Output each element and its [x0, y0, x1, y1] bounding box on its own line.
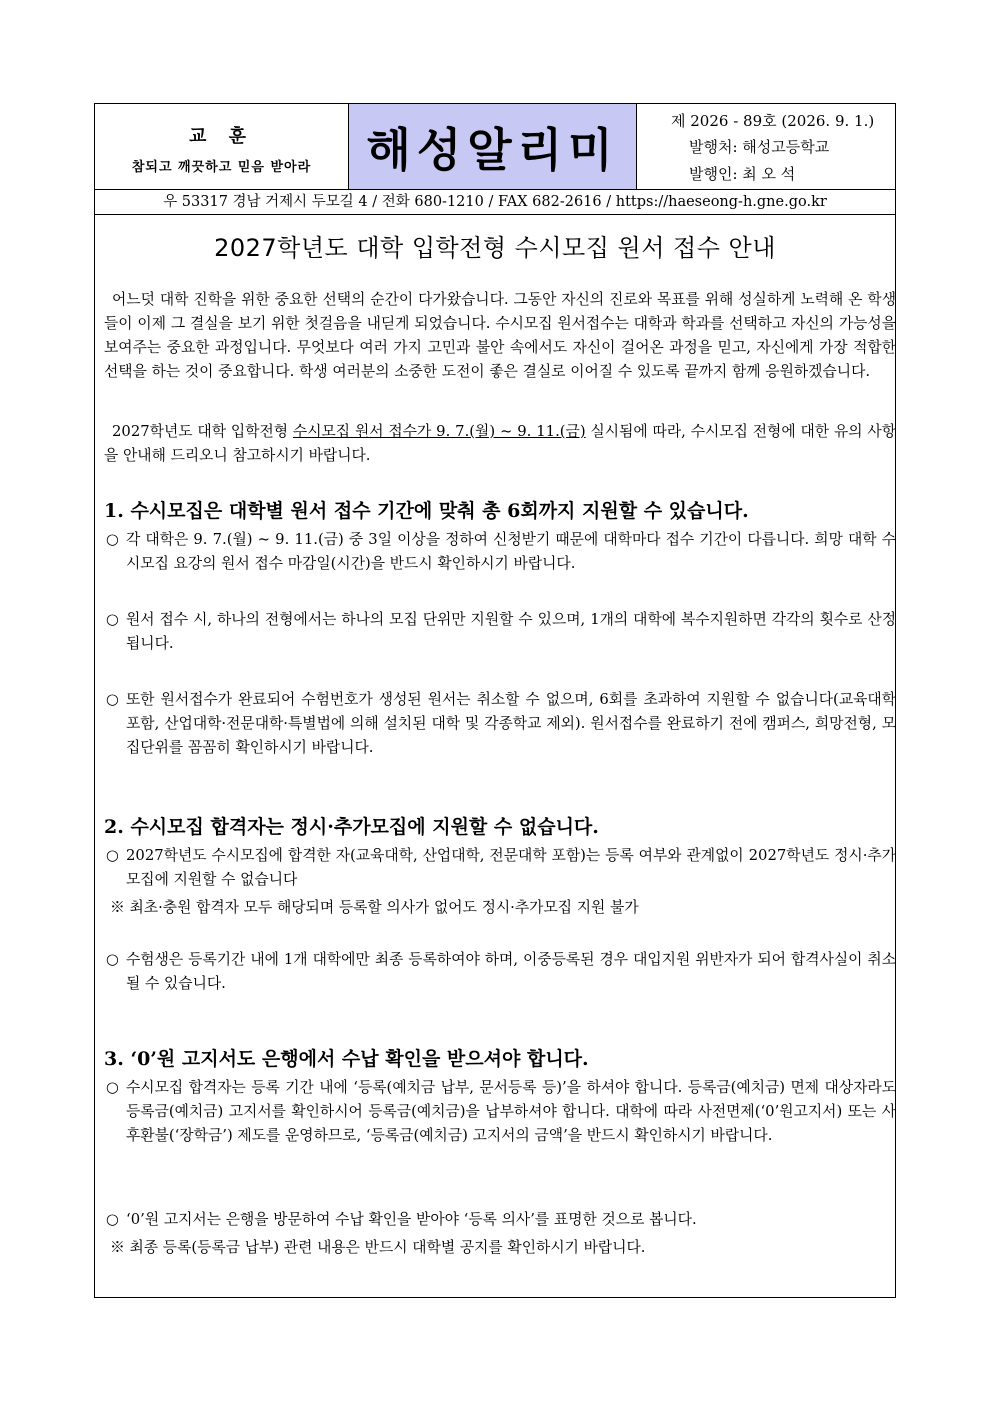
- bullet-mark: ○: [106, 1211, 119, 1228]
- section-2-bullet-2: [104, 948, 896, 996]
- issue-number: 제 2026 - 89호 (2026. 9. 1.): [671, 112, 875, 130]
- section-3-heading: 3. ‘0’원 고지서도 은행에서 수납 확인을 받으셔야 합니다.: [104, 1048, 589, 1070]
- section-2-bullet-1: [104, 844, 896, 892]
- intro-paragraph: 어느덧 대학 진학을 위한 중요한 선택의 순간이 다가왔습니다. 그동안 자신의 진로와 목표를 위해 성실하게 노력해 온 학생들이 이제 그 결실을 보기 위한 첫걸음을 내딛게 되었습니다. 수시모집 원서접수는 대학과 학과를 선택하고 자신의 가능성을 보여주는 중요한 과정입니다. 무엇보다 여러 가지 고민과 불안 속에서도 자신이 걸어온 과정을 믿고, 자신에게 가장 적합한 선택을 하는 것이 중요합니다. 학생 여러분의 소중한 도전이 좋은 결실로 이어질 수 있도록 끝까지 함께 응원하겠습니다.: [104, 291, 896, 380]
- bullet-mark: ○: [106, 1079, 119, 1096]
- bullet-text: 원서 접수 시, 하나의 전형에서는 하나의 모집 단위만 지원할 수 있으며, 1개의 대학에 복수지원하면 각각의 횟수로 산정됩니다.: [126, 611, 896, 652]
- section-1-bullet-2: [104, 608, 896, 656]
- bullet-text: 수험생은 등록기간 내에 1개 대학에만 최종 등록하여야 하며, 이중등록된 경우 대입지원 위반자가 되어 합격사실이 취소될 수 있습니다.: [126, 951, 896, 992]
- bullet-text: 또한 원서접수가 완료되어 수험번호가 생성된 원서는 취소할 수 없으며, 6회를 초과하여 지원할 수 없습니다(교육대학 포함, 산업대학·전문대학·특별법에 의해 설치된 대학 및 각종학교 제외). 원서접수를 완료하기 전에 캠퍼스, 희망전형, 모집단위를 꼼꼼히 확인하시기 바랍니다.: [126, 691, 896, 756]
- page-title: 2027학년도 대학 입학전형 수시모집 원서 접수 안내: [214, 234, 776, 262]
- motto-title: 교 훈: [188, 126, 255, 147]
- bullet-mark: ○: [106, 691, 119, 708]
- bullet-text: 2027학년도 수시모집에 합격한 자(교육대학, 산업대학, 전문대학 포함)는 등록 여부와 관계없이 2027학년도 정시·추가모집에 지원할 수 없습니다: [126, 847, 896, 888]
- motto-text: 참되고 깨끗하고 믿음 받아라: [131, 160, 312, 175]
- section-3-bullet-2: [104, 1208, 896, 1232]
- newsletter-logo: [349, 104, 637, 189]
- section-1-bullet-3: [104, 688, 896, 760]
- issuer: 발행인: 최 오 석: [689, 165, 796, 183]
- bullet-mark: ○: [106, 611, 119, 628]
- section-3-note: ※ 최종 등록(등록금 납부) 관련 내용은 반드시 대학별 공지를 확인하시기 바랍니다.: [110, 1239, 646, 1256]
- bullet-mark: ○: [106, 531, 119, 548]
- bullet-text: 각 대학은 9. 7.(월) ~ 9. 11.(금) 중 3일 이상을 정하여 신청받기 때문에 대학마다 접수 기간이 다릅니다. 희망 대학 수시모집 요강의 원서 접수 마감일(시간)을 반드시 확인하시기 바랍니다.: [126, 531, 896, 572]
- section-3-bullet-1: [104, 1076, 896, 1148]
- intro-notice: [104, 420, 896, 468]
- bullet-text: 수시모집 합격자는 등록 기간 내에 ‘등록(예치금 납부, 문서등록 등)’을 하셔야 합니다. 등록금(예치금) 면제 대상자라도 등록금(예치금) 고지서를 확인하시어 등록금(예치금)을 납부하셔야 합니다. 대학에 따라 사전면제(‘0’원고지서) 또는 사후환불(‘장학금’) 제도를 운영하므로, ‘등록금(예치금) 고지서의 금액’을 반드시 확인하시기 바랍니다.: [126, 1079, 896, 1144]
- publisher: 발행처: 해성고등학교: [689, 138, 830, 156]
- section-1-bullet-1: [104, 528, 896, 576]
- address-line: 우 53317 경남 거제시 두모길 4 / 전화 680-1210 / FAX 682-2616 / https://haeseong-h.gne.go.kr: [95, 190, 895, 215]
- issue-info: [637, 104, 897, 189]
- intro-notice-a: 2027학년도 대학 입학전형: [112, 423, 293, 440]
- section-2-note: ※ 최초·충원 합격자 모두 해당되며 등록할 의사가 없어도 정시·추가모집 지원 불가: [110, 899, 639, 916]
- section-1-heading: 1. 수시모집은 대학별 원서 접수 기간에 맞춰 총 6회까지 지원할 수 있습니다.: [104, 500, 749, 522]
- intro-notice-period: 수시모집 원서 접수가 9. 7.(월) ~ 9. 11.(금): [292, 423, 586, 440]
- section-2-heading: 2. 수시모집 합격자는 정시·추가모집에 지원할 수 없습니다.: [104, 816, 599, 838]
- bullet-mark: ○: [106, 951, 119, 968]
- logo-text: 해성알리미: [366, 122, 619, 177]
- bullet-text: ‘0’원 고지서는 은행을 방문하여 수납 확인을 받아야 ‘등록 의사’를 표명한 것으로 봅니다.: [126, 1211, 697, 1228]
- bullet-mark: ○: [106, 847, 119, 864]
- intro-notice-b: 실시됨에 따라, 수시모집 전형에 대한 유의 사항을 안내해 드리오니 참고하시기 바랍니다.: [104, 423, 896, 464]
- masthead: [95, 104, 895, 190]
- school-motto: [95, 104, 349, 189]
